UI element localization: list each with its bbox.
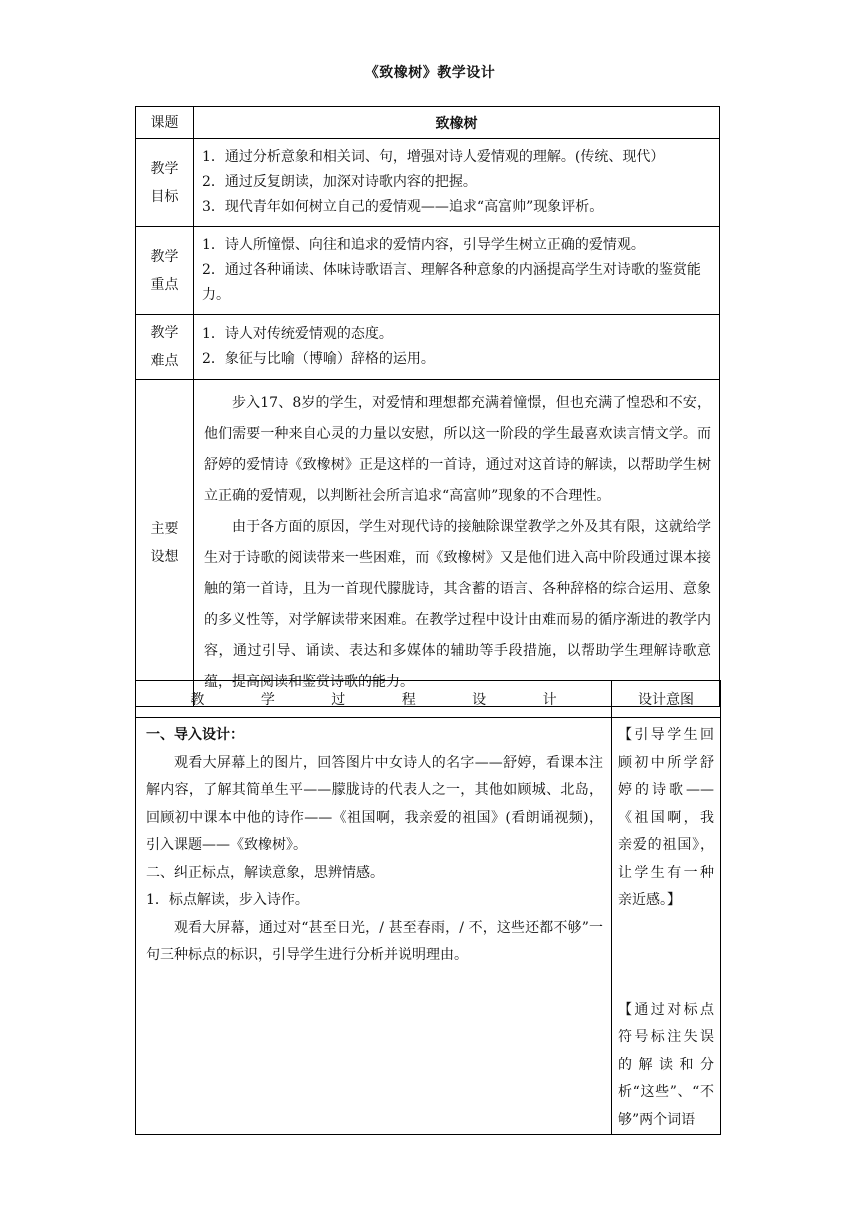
process-header — [136, 681, 612, 718]
design-row — [136, 380, 720, 707]
goal-item: 2．通过反复朗读，加深对诗歌内容的把握。 — [202, 174, 477, 190]
section2-title: 二、纠正标点，解读意象，思辨情感。 — [146, 864, 384, 881]
step1-text: 观看大屏幕，通过对“甚至日光，/ 甚至春雨，/ 不，这些还都不够”一句三种标点的标识，引导学生进行分析并说明理由。 — [146, 919, 603, 963]
difficulty-item: 1．诗人对传统爱情观的态度。 — [202, 326, 393, 342]
goal-item: 1．通过分析意象和相关词、句，增强对诗人爱情观的理解。(传统、现代） — [202, 149, 665, 165]
process-header-char: 过 — [331, 692, 346, 708]
intent-note: 【引导学生回顾初中所学舒婷的诗歌——《祖国啊，我亲爱的祖国》，让学生有一种亲近感。】 — [618, 727, 714, 908]
process-header-char: 教 — [190, 692, 205, 708]
topic-label: 课题 — [136, 107, 194, 139]
design-label-text: 主要 设想 — [150, 521, 179, 565]
intent-content — [612, 718, 721, 1135]
difficulties-content — [194, 315, 720, 380]
process-content — [136, 718, 612, 1135]
goal-item: 3．现代青年如何树立自己的爱情观——追求“高富帅”现象评析。 — [202, 199, 604, 215]
section1-title: 一、导入设计： — [146, 727, 244, 743]
lesson-info-table — [135, 106, 720, 707]
keypoints-label — [136, 227, 194, 315]
difficulties-label-text: 教学 难点 — [150, 325, 179, 369]
document-title: 《致橡树》教学设计 — [364, 65, 496, 81]
goals-content — [194, 139, 720, 227]
keypoints-label-text: 教学 重点 — [150, 248, 179, 293]
difficulty-item: 2．象征与比喻（博喻）辞格的运用。 — [202, 351, 435, 367]
keypoint-item: 2．通过各种诵读、体味诗歌语言、理解各种意象的内涵提高学生对诗歌的鉴赏能力。 — [202, 262, 701, 303]
goals-row — [136, 139, 720, 227]
difficulties-row — [136, 315, 720, 380]
design-paragraph: 步入17、8岁的学生，对爱情和理想都充满着憧憬，但也充满了惶恐和不安，他们需要一种来自心灵的力量以安慰，所以这一阶段的学生最喜欢读言情文学。而舒婷的爱情诗《致橡树》正是这样的一首诗，通过对这首诗的解读，以帮助学生树立正确的爱情观，以判断社会所言追求“高富帅”现象的不合理性。 — [204, 395, 711, 504]
section1-text: 观看大屏幕上的图片，回答图片中女诗人的名字——舒婷，看课本注解内容，了解其简单生平——朦胧诗的代表人之一，其他如顾城、北岛，回顾初中课本中他的诗作——《祖国啊，我亲爱的祖国》(看朗诵视频)，引入课题——《致橡树》。 — [146, 754, 603, 853]
design-content — [194, 380, 720, 707]
step1-title: 1．标点解读，步入诗作。 — [146, 892, 309, 908]
process-header-char: 计 — [542, 692, 557, 708]
intent-note: 【通过对标点符号标注失误的解读和分析“这些”、“不够”两个词语 — [618, 1001, 714, 1128]
process-header-char: 设 — [472, 692, 487, 708]
process-header-char: 程 — [401, 692, 416, 708]
intent-header: 设计意图 — [612, 681, 721, 718]
keypoints-row — [136, 227, 720, 315]
teaching-process-table — [135, 680, 721, 1135]
goals-label — [136, 139, 194, 227]
keypoints-content — [194, 227, 720, 315]
design-paragraph: 由于各方面的原因，学生对现代诗的接触除课堂教学之外及其有限，这就给学生对于诗歌的阅读带来一些困难，而《致橡树》又是他们进入高中阶段通过课本接触的第一首诗，且为一首现代朦胧诗，其含蓄的语言、各种辞格的综合运用、意象的多义性等，对学解读带来困难。在教学过程中设计由难而易的循序渐进的教学内容，通过引导、诵读、表达和多媒体的辅助等手段措施，以帮助学生理解诗歌意蕴，提高阅读和鉴赏诗歌的能力。 — [204, 519, 711, 690]
process-header-char: 学 — [260, 692, 275, 708]
process-body-row — [136, 718, 721, 1135]
difficulties-label — [136, 315, 194, 380]
design-label — [136, 380, 194, 707]
keypoint-item: 1．诗人所憧憬、向往和追求的爱情内容，引导学生树立正确的爱情观。 — [202, 237, 645, 253]
goals-label-text: 教学 目标 — [150, 160, 179, 205]
topic-value: 致橡树 — [194, 107, 720, 139]
process-header-row — [136, 681, 721, 718]
topic-row — [136, 107, 720, 139]
